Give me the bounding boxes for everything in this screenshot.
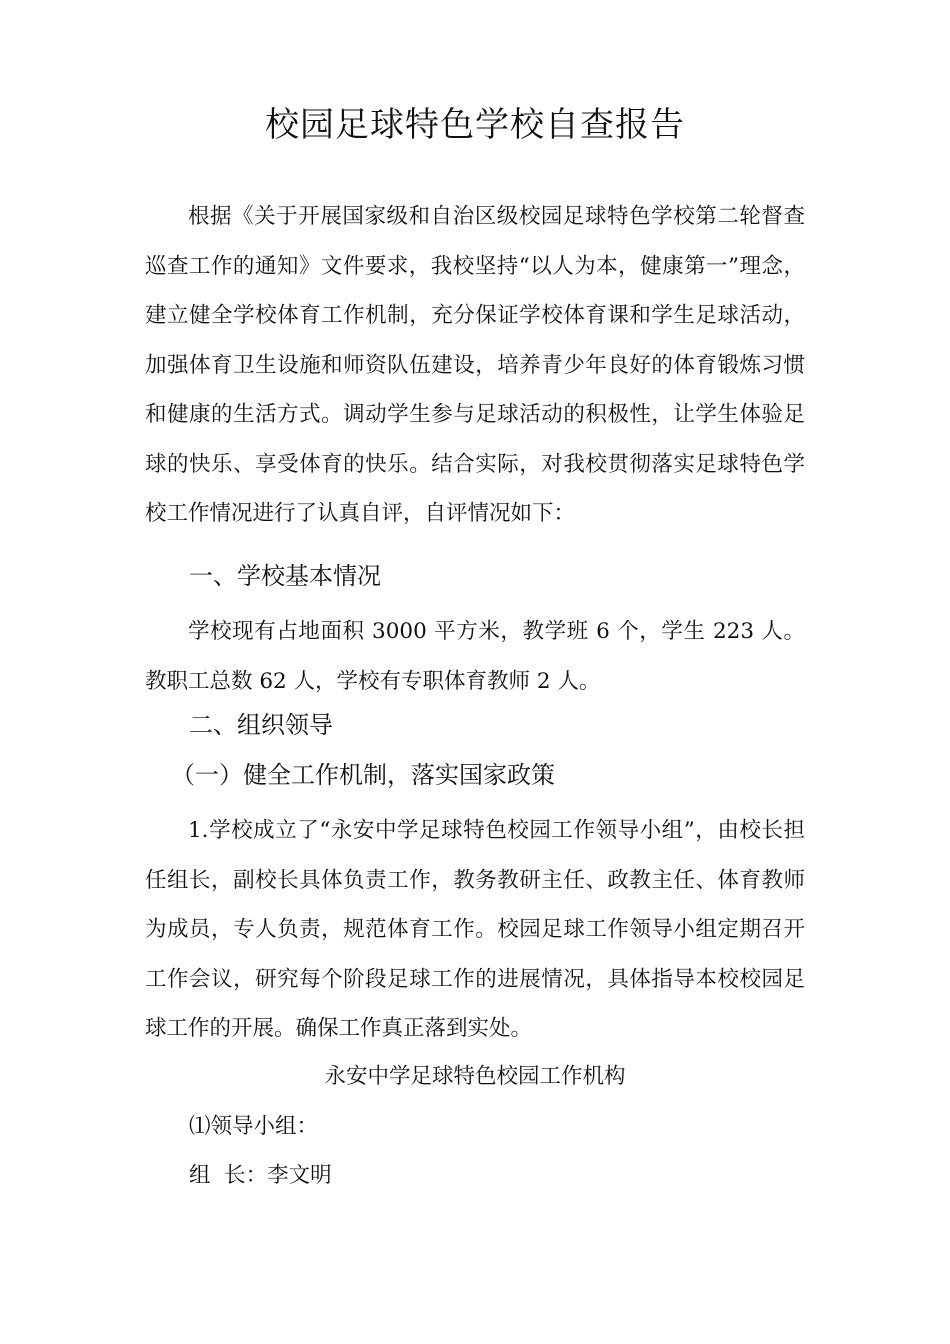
leadership-group-paragraph: 1.学校成立了“永安中学足球特色校园工作领导小组”，由校长担任组长，副校长具体负责工作，教务教研主任、政教主任、体育教师为成员，专人负责，规范体育工作。校园足球工作领导小组定期召开工作会议，研究每个阶段足球工作的进展情况，具体指导本校校园足球工作的开展。确保工作真正落到实处。: [145, 818, 805, 1041]
intro-paragraph: 根据《关于开展国家级和自治区级校园足球特色学校第二轮督查巡查工作的通知》文件要求，我校坚持“以人为本，健康第一”理念，建立健全学校体育工作机制，充分保证学校体育课和学生足球活动，加强体育卫生设施和师资队伍建设，培养青少年良好的体育锻炼习惯和健康的生活方式。调动学生参与足球活动的积极性，让学生体验足球的快乐、享受体育的快乐。结合实际，对我校贯彻落实足球特色学校工作情况进行了认真自评，自评情况如下：: [145, 204, 805, 526]
basic-info-paragraph: 学校现有占地面积 3000 平方米，教学班 6 个，学生 223 人。教职工总数 62 人，学校有专职体育教师 2 人。: [145, 619, 805, 694]
leadership-group-label: ⑴领导小组：: [189, 1114, 319, 1139]
subsection-heading-mechanism: （一）健全工作机制，落实国家政策: [171, 761, 555, 789]
section-heading-organization: 二、组织领导: [189, 711, 333, 739]
section-heading-basic-info: 一、学校基本情况: [189, 562, 381, 590]
org-structure-title: 永安中学足球特色校园工作机构: [324, 1064, 626, 1089]
document-title: 校园足球特色学校自查报告: [265, 105, 685, 145]
group-leader-line: 组 长：李文明: [189, 1163, 332, 1188]
